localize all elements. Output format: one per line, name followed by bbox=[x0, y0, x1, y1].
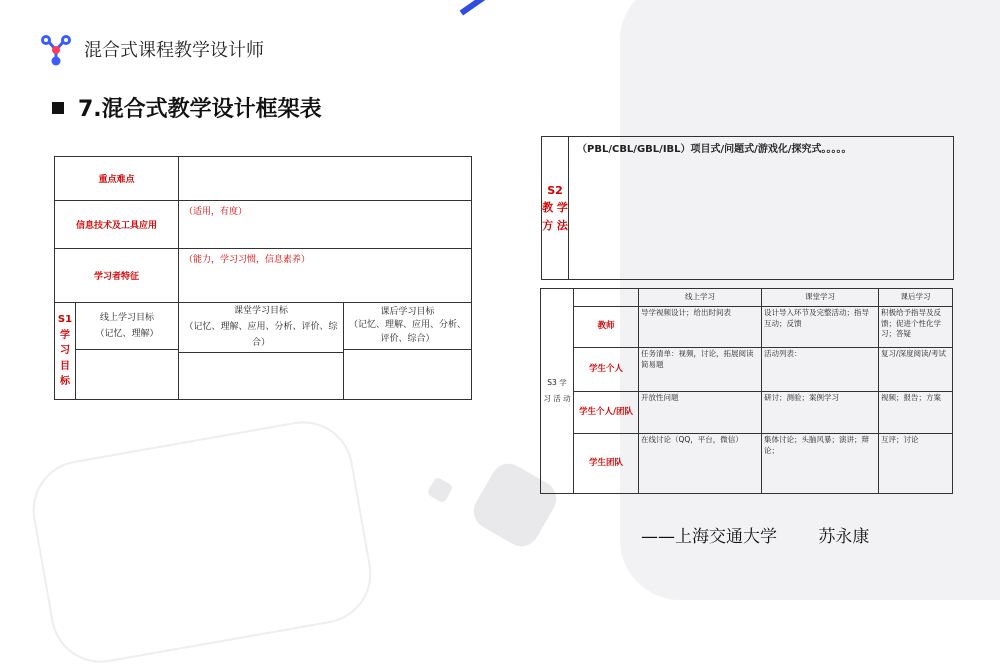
goals-mid-cell bbox=[179, 303, 344, 400]
row-hint: （能力，学习习惯，信息素养） bbox=[179, 249, 472, 303]
section-title-text: 7.混合式教学设计框架表 bbox=[78, 97, 322, 122]
header bbox=[38, 31, 264, 67]
goal-title: 课后学习目标 bbox=[380, 306, 435, 317]
footer-author: 苏永康 bbox=[818, 527, 870, 547]
header-blank-cell bbox=[574, 289, 639, 307]
goals-right-subtable bbox=[344, 303, 471, 399]
role-label: 学生个人/团队 bbox=[574, 392, 639, 434]
goal-cell-class bbox=[179, 352, 343, 399]
goal-header-after bbox=[344, 303, 471, 350]
goal-detail: （记忆、理解、应用、分析、评价、综合） bbox=[348, 320, 466, 344]
goal-cell-online bbox=[76, 350, 179, 400]
column-header: 课堂学习 bbox=[762, 289, 879, 307]
section-title bbox=[52, 92, 322, 123]
table-cell: 研讨；测验；案例学习 bbox=[762, 392, 879, 434]
table-row bbox=[541, 307, 953, 348]
table-row bbox=[541, 434, 953, 494]
goals-right-cell bbox=[344, 303, 472, 400]
header-title: 混合式课程教学设计师 bbox=[84, 40, 264, 61]
molecule-logo-icon bbox=[38, 31, 74, 67]
goals-left-cell bbox=[55, 303, 179, 400]
table-cell: 任务清单：视频，讨论，拓展阅读简易题 bbox=[639, 348, 762, 392]
table-cell: 互评；讨论 bbox=[879, 434, 953, 494]
background-hexagon-small bbox=[426, 476, 453, 503]
goal-detail: （记忆、理解） bbox=[95, 329, 159, 339]
row-label: 信息技术及工具应用 bbox=[55, 201, 179, 249]
role-label: 学生个人 bbox=[574, 348, 639, 392]
s2-label: S2 教 学 方 法 bbox=[542, 137, 569, 280]
table-cell: 导学视频设计；给出时间表 bbox=[639, 307, 762, 348]
table-row bbox=[541, 348, 953, 392]
table-cell: 复习/深度阅读/考试 bbox=[879, 348, 953, 392]
s2-content: （PBL/CBL/GBL/IBL）项目式/问题式/游戏化/探究式。。。。。 bbox=[569, 137, 954, 280]
row-label: 学习者特征 bbox=[55, 249, 179, 303]
table-row bbox=[541, 392, 953, 434]
background-hexagon-outline bbox=[25, 413, 380, 670]
footer-credit bbox=[641, 522, 869, 547]
table-cell: 视频；报告；方案 bbox=[879, 392, 953, 434]
goal-title: 线上学习目标 bbox=[99, 312, 154, 323]
table-cell: 在线讨论（QQ，平台，微信） bbox=[639, 434, 762, 494]
row-hint bbox=[179, 157, 472, 201]
column-header: 线上学习 bbox=[639, 289, 762, 307]
goal-cell-after bbox=[344, 350, 471, 400]
goals-mid-subtable bbox=[179, 303, 343, 399]
role-label: 学生团队 bbox=[574, 434, 639, 494]
table-cell: 开放性问题 bbox=[639, 392, 762, 434]
row-hint: （适用，有度） bbox=[179, 201, 472, 249]
s1-label: S1 学 习 目 标 bbox=[55, 303, 76, 399]
table-row bbox=[55, 249, 472, 303]
square-bullet-icon bbox=[52, 102, 64, 114]
goal-header-online bbox=[76, 303, 179, 350]
table-cell: 积极给予指导及反馈；促进个性化学习；答疑 bbox=[879, 307, 953, 348]
s3-activity-table bbox=[540, 288, 953, 494]
table-cell: 集体讨论；头脑风暴；演讲；辩论； bbox=[762, 434, 879, 494]
column-header: 课后学习 bbox=[879, 289, 953, 307]
table-row bbox=[55, 201, 472, 249]
goal-detail: （记忆、理解、应用、分析、评价、综合） bbox=[184, 322, 338, 349]
s3-label: S3 学 习 活 动 bbox=[541, 289, 574, 494]
table-row bbox=[55, 157, 472, 201]
framework-table bbox=[54, 156, 472, 400]
table-row bbox=[541, 289, 953, 307]
goal-title: 课堂学习目标 bbox=[233, 306, 288, 316]
footer-org: ——上海交通大学 bbox=[641, 527, 777, 547]
goals-left-subtable bbox=[55, 303, 178, 399]
role-label: 教师 bbox=[574, 307, 639, 348]
row-label: 重点难点 bbox=[55, 157, 179, 201]
goal-header-class bbox=[179, 303, 343, 352]
table-cell: 设计导入环节及完整活动；指导互动；反馈 bbox=[762, 307, 879, 348]
accent-stripe bbox=[460, 0, 521, 16]
s2-method-table bbox=[541, 136, 954, 280]
table-cell: 活动列表： bbox=[762, 348, 879, 392]
table-row bbox=[55, 303, 472, 400]
